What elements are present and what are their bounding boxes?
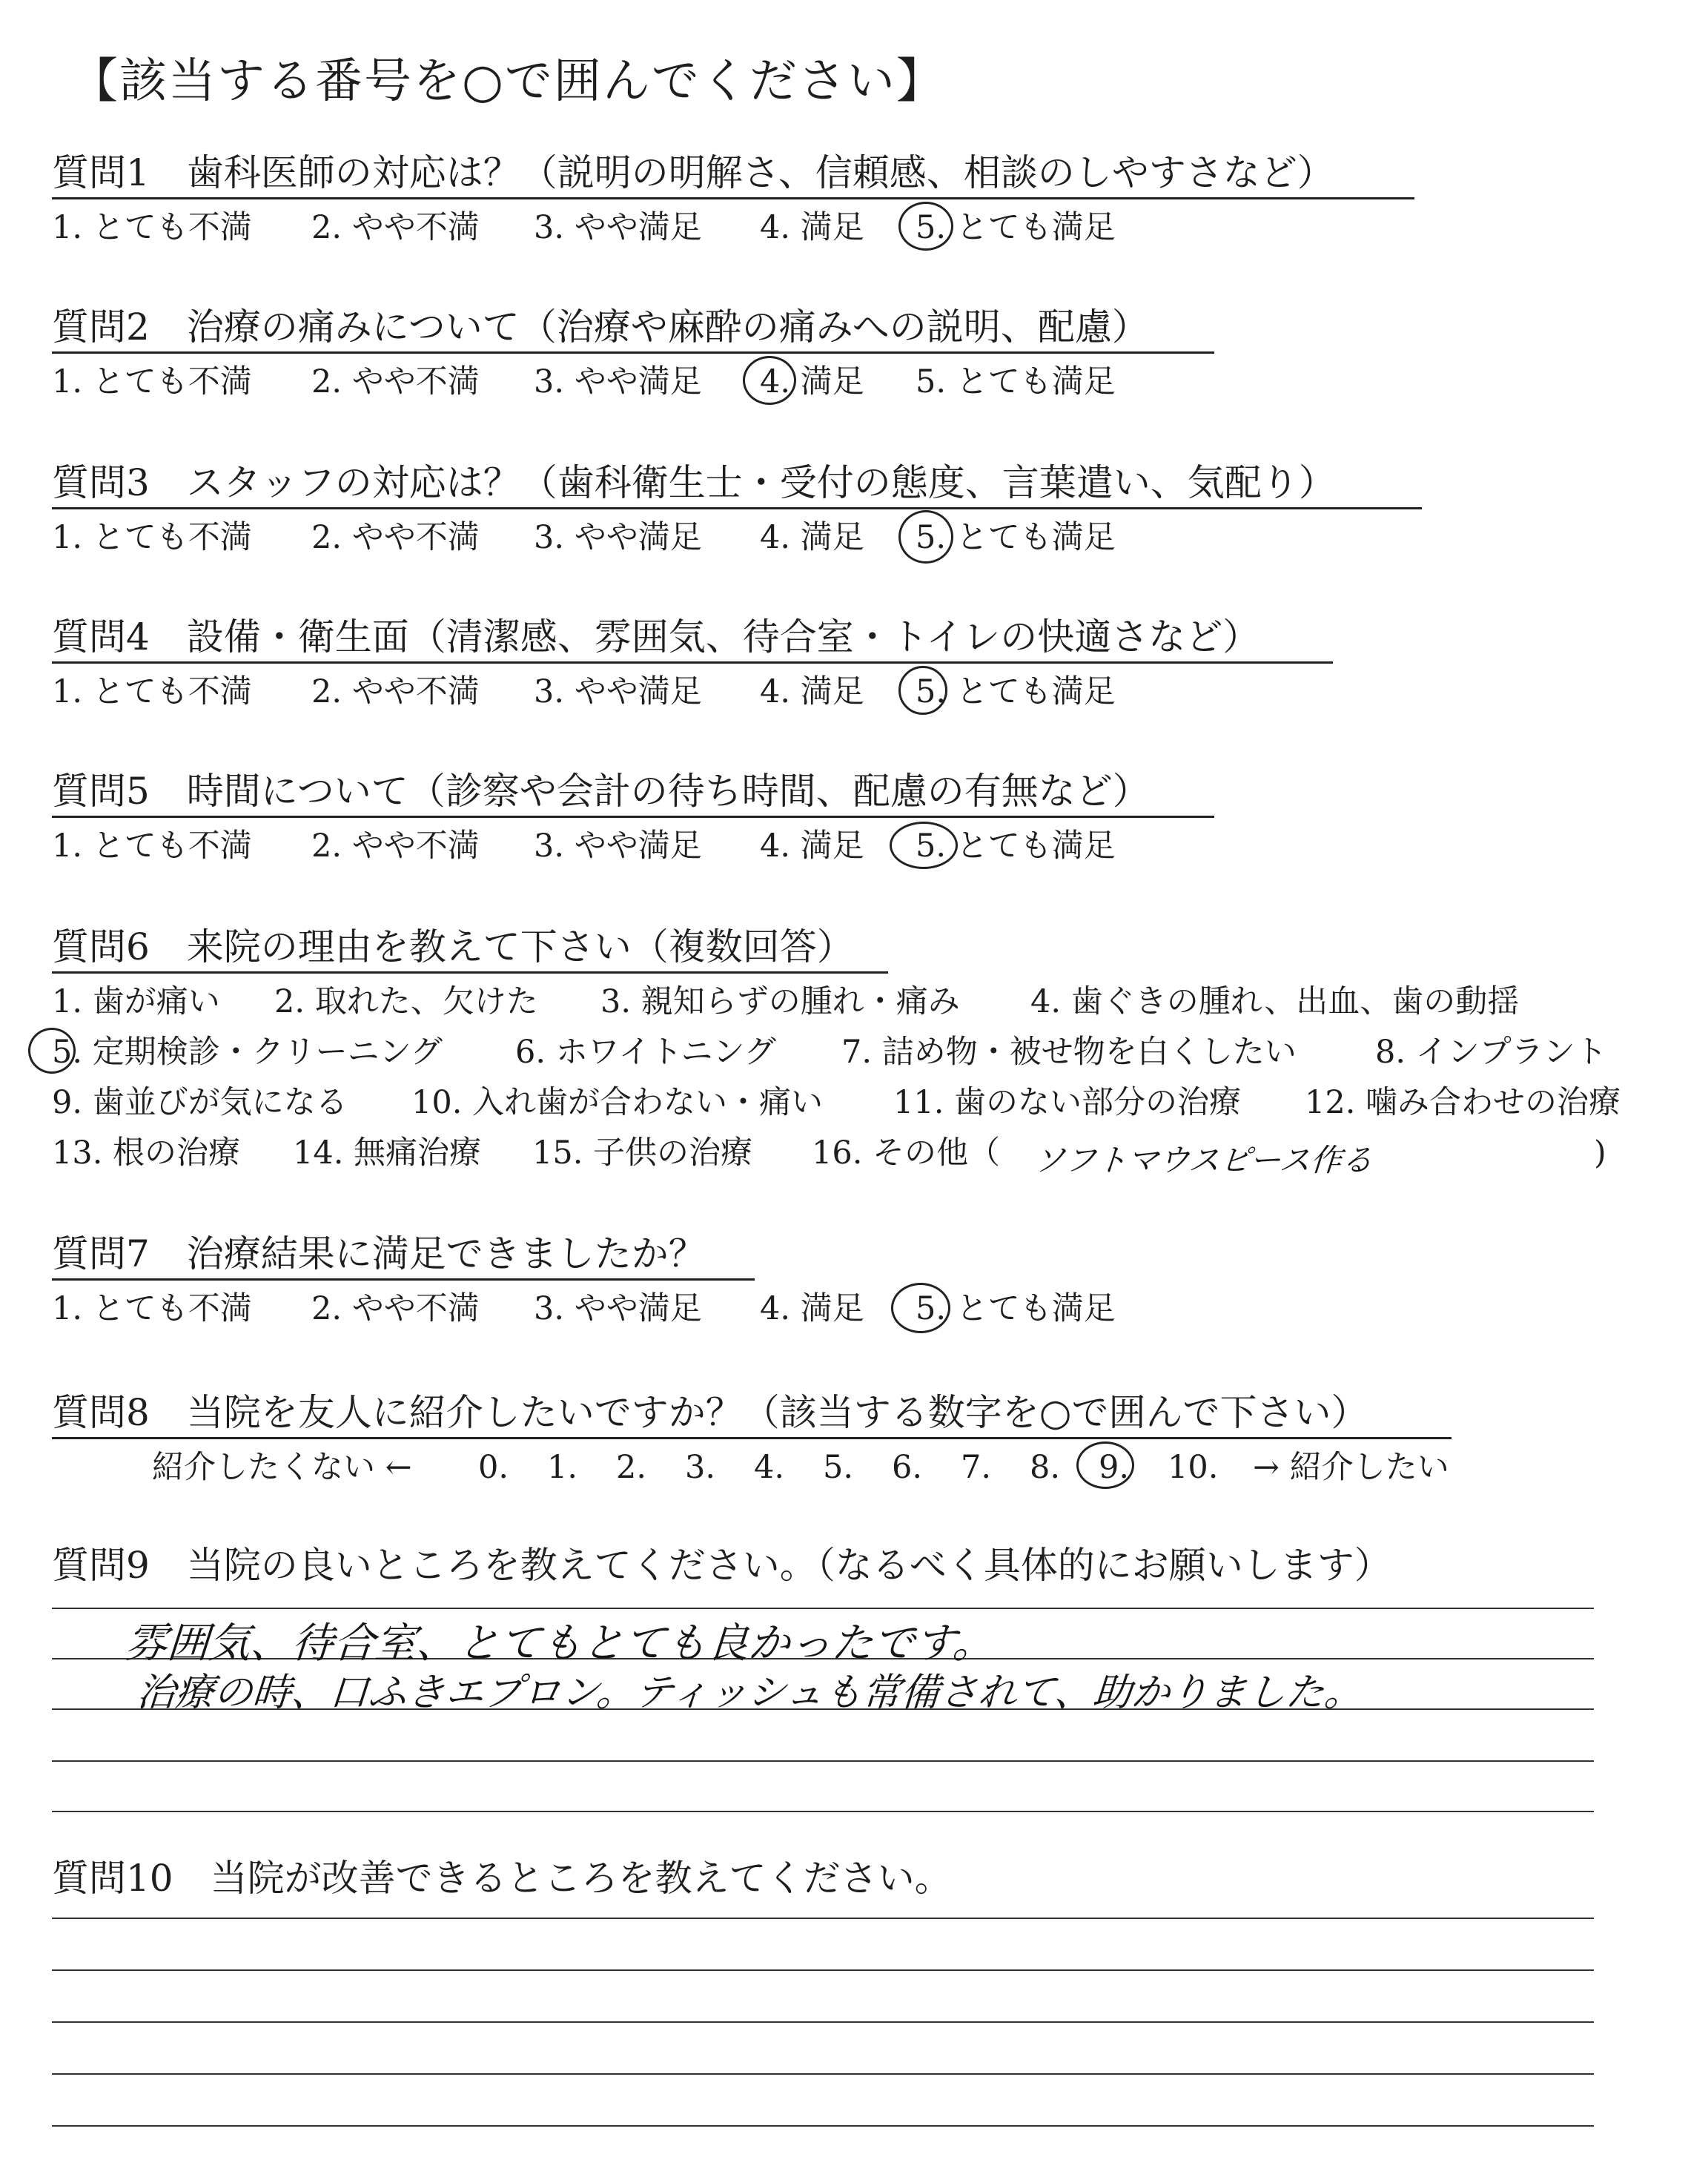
question-8-title: 質問8 当院を友人に紹介したいですか？（該当する数字を○で囲んで下さい） — [52, 1391, 1368, 1434]
q1-option-2[interactable]: 2. やや不満 — [311, 209, 480, 246]
question-7-underline — [52, 1278, 755, 1281]
q7-option-2[interactable]: 2. やや不満 — [311, 1290, 480, 1327]
q7-option-1[interactable]: 1. とても不満 — [52, 1290, 252, 1327]
question-8-underline — [52, 1437, 1452, 1439]
q8-scale-9[interactable]: 9. — [1099, 1449, 1130, 1486]
q4-selected-circle — [898, 666, 947, 715]
q8-scale-1[interactable]: 1. — [547, 1449, 578, 1486]
q8-scale-2[interactable]: 2. — [616, 1449, 647, 1486]
q4-option-4[interactable]: 4. 満足 — [760, 673, 864, 710]
q2-option-5[interactable]: 5. とても満足 — [916, 363, 1116, 400]
q1-option-4[interactable]: 4. 満足 — [760, 209, 864, 246]
q5-option-4[interactable]: 4. 満足 — [760, 828, 864, 865]
q10-answer-line-1 — [52, 1918, 1594, 1919]
q9-handwritten-answer-1: 雰囲気、待合室、とてもとても良かったです。 — [124, 1619, 996, 1668]
q3-option-2[interactable]: 2. やや不満 — [311, 519, 480, 556]
q8-scale-10[interactable]: 10. — [1168, 1449, 1219, 1486]
q4-option-2[interactable]: 2. やや不満 — [311, 673, 480, 710]
q5-option-5[interactable]: 5. とても満足 — [916, 828, 1116, 865]
q6-option-2[interactable]: 2. 取れた、欠けた — [274, 983, 538, 1020]
q8-scale-0[interactable]: 0. — [478, 1449, 509, 1486]
q1-selected-circle — [898, 202, 953, 251]
q6-option-8[interactable]: 8. インプラント — [1375, 1034, 1607, 1071]
q8-scale-4[interactable]: 4. — [754, 1449, 785, 1486]
q6-option-15[interactable]: 15. 子供の治療 — [532, 1135, 753, 1172]
page-header: 【該当する番号を○で囲んでください】 — [70, 54, 945, 109]
q3-selected-circle — [898, 510, 953, 564]
q8-scale-6[interactable]: 6. — [892, 1449, 923, 1486]
q2-selected-circle — [743, 356, 796, 405]
q1-option-1[interactable]: 1. とても不満 — [52, 209, 252, 246]
q6-option-6[interactable]: 6. ホワイトニング — [515, 1034, 776, 1071]
question-1-title: 質問1 歯科医師の対応は？（説明の明解さ、信頼感、相談のしやすさなど） — [52, 151, 1334, 194]
q10-answer-line-3 — [52, 2021, 1594, 2023]
q7-option-4[interactable]: 4. 満足 — [760, 1290, 864, 1327]
q4-option-3[interactable]: 3. やや満足 — [534, 673, 702, 710]
q6-other-handwritten: ソフトマウスピース作る — [1033, 1142, 1374, 1178]
q2-option-4[interactable]: 4. 満足 — [760, 363, 864, 400]
q6-option-7[interactable]: 7. 詰め物・被せ物を白くしたい — [841, 1034, 1297, 1071]
q5-option-1[interactable]: 1. とても不満 — [52, 828, 252, 865]
question-3-title: 質問3 スタッフの対応は？（歯科衛生士・受付の態度、言葉遣い、気配り） — [52, 461, 1336, 504]
question-2-underline — [52, 351, 1214, 354]
q6-selected-circle — [28, 1028, 76, 1074]
q5-selected-circle — [890, 822, 958, 869]
question-6-underline — [52, 971, 888, 974]
q10-answer-line-5 — [52, 2125, 1594, 2127]
q2-option-3[interactable]: 3. やや満足 — [534, 363, 702, 400]
q6-other-close-paren: ) — [1594, 1135, 1606, 1172]
q5-option-3[interactable]: 3. やや満足 — [534, 828, 702, 865]
q10-answer-line-4 — [52, 2073, 1594, 2075]
q2-option-2[interactable]: 2. やや不満 — [311, 363, 480, 400]
q4-option-1[interactable]: 1. とても不満 — [52, 673, 252, 710]
q5-option-2[interactable]: 2. やや不満 — [311, 828, 480, 865]
q1-option-3[interactable]: 3. やや満足 — [534, 209, 702, 246]
q6-option-3[interactable]: 3. 親知らずの腫れ・痛み — [600, 983, 960, 1020]
q10-answer-line-2 — [52, 1969, 1594, 1971]
q6-option-9[interactable]: 9. 歯並びが気になる — [52, 1084, 348, 1121]
q3-option-5[interactable]: 5. とても満足 — [916, 519, 1116, 556]
q8-scale-3[interactable]: 3. — [685, 1449, 716, 1486]
question-6-title: 質問6 来院の理由を教えて下さい（複数回答） — [52, 925, 854, 968]
q3-option-4[interactable]: 4. 満足 — [760, 519, 864, 556]
q3-option-1[interactable]: 1. とても不満 — [52, 519, 252, 556]
q6-option-14[interactable]: 14. 無痛治療 — [293, 1135, 482, 1172]
q2-option-1[interactable]: 1. とても不満 — [52, 363, 252, 400]
q8-right-label: → 紹介したい — [1253, 1449, 1449, 1486]
q4-option-5[interactable]: 5. とても満足 — [916, 673, 1116, 710]
q6-option-13[interactable]: 13. 根の治療 — [52, 1135, 241, 1172]
question-10-title: 質問10 当院が改善できるところを教えてください。 — [52, 1857, 952, 1900]
q9-answer-line-5 — [52, 1811, 1594, 1812]
q1-option-5[interactable]: 5. とても満足 — [916, 209, 1116, 246]
q9-handwritten-answer-2: 治療の時、口ふきエプロン。ティッシュも常備されて、助かりました。 — [135, 1671, 1365, 1715]
question-1-underline — [52, 197, 1414, 199]
q6-option-5[interactable]: 5. 定期検診・クリーニング — [52, 1034, 443, 1071]
question-2-title: 質問2 治療の痛みについて（治療や麻酔の痛みへの説明、配慮） — [52, 305, 1149, 349]
question-4-underline — [52, 661, 1333, 664]
question-3-underline — [52, 507, 1422, 509]
question-7-title: 質問7 治療結果に満足できましたか？ — [52, 1232, 706, 1275]
q7-selected-circle — [891, 1283, 950, 1333]
q8-scale-5[interactable]: 5. — [823, 1449, 854, 1486]
q6-option-1[interactable]: 1. 歯が痛い — [52, 983, 220, 1020]
q6-option-10[interactable]: 10. 入れ歯が合わない・痛い — [411, 1084, 824, 1121]
q6-option-11[interactable]: 11. 歯のない部分の治療 — [893, 1084, 1242, 1121]
q6-option-12[interactable]: 12. 噛み合わせの治療 — [1305, 1084, 1621, 1121]
q8-left-label: 紹介したくない ← — [152, 1449, 412, 1486]
question-4-title: 質問4 設備・衛生面（清潔感、雰囲気、待合室・トイレの快適さなど） — [52, 615, 1260, 658]
q7-option-3[interactable]: 3. やや満足 — [534, 1290, 702, 1327]
q6-option-16[interactable]: 16. その他（ — [812, 1135, 1001, 1172]
q9-answer-line-1 — [52, 1608, 1594, 1609]
q3-option-3[interactable]: 3. やや満足 — [534, 519, 702, 556]
q6-option-4[interactable]: 4. 歯ぐきの腫れ、出血、歯の動揺 — [1030, 983, 1520, 1020]
q8-scale-8[interactable]: 8. — [1030, 1449, 1061, 1486]
q7-option-5[interactable]: 5. とても満足 — [916, 1290, 1116, 1327]
q9-answer-line-4 — [52, 1760, 1594, 1762]
question-9-title: 質問9 当院の良いところを教えてください。（なるべく具体的にお願いします） — [52, 1544, 1391, 1587]
q8-scale-7[interactable]: 7. — [961, 1449, 992, 1486]
question-5-title: 質問5 時間について（診察や会計の待ち時間、配慮の有無など） — [52, 770, 1150, 813]
q8-selected-circle — [1076, 1441, 1134, 1489]
question-5-underline — [52, 816, 1214, 818]
